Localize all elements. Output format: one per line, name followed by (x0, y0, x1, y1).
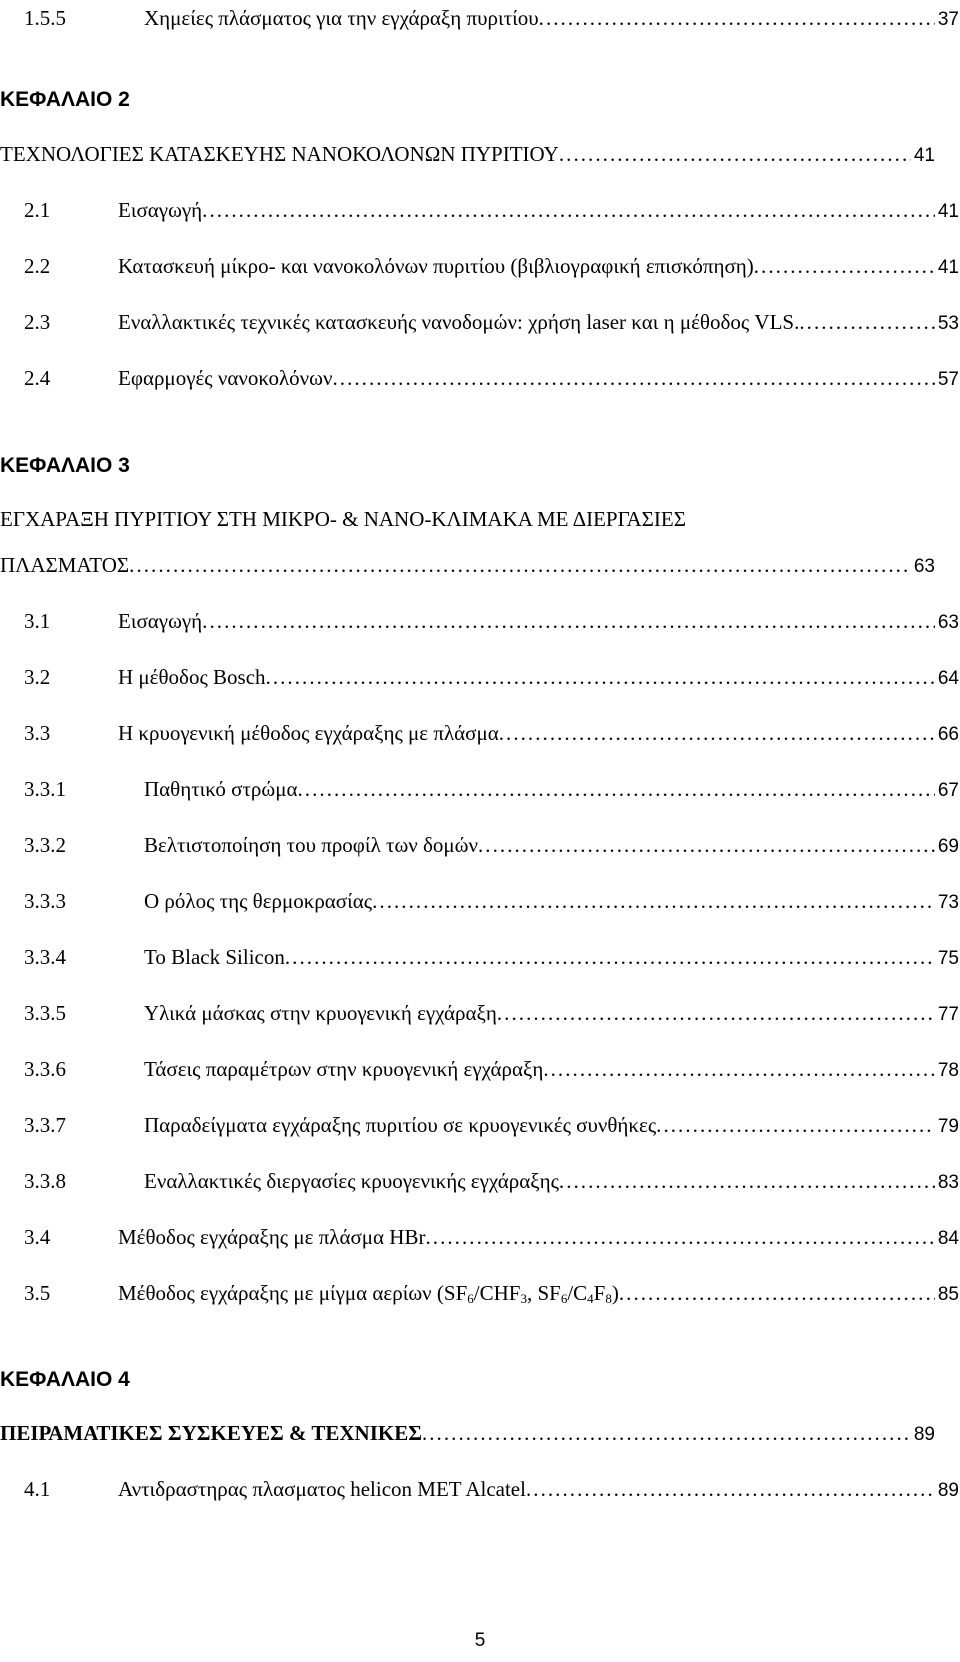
dot-leader (559, 1166, 935, 1196)
entry-page: 75 (937, 948, 959, 969)
entry-number: 4.1 (24, 1477, 51, 1501)
dot-leader (298, 774, 935, 804)
dot-leader (332, 363, 934, 393)
toc-entry-1-5-5[interactable] (24, 3, 959, 33)
toc-entry-3-5[interactable] (24, 1278, 959, 1308)
toc-entry-2-3[interactable] (24, 307, 959, 337)
entry-title: Εισαγωγή (118, 609, 203, 633)
entry-title: Η κρυογενική μέθοδος εγχάραξης με πλάσμα (118, 721, 499, 745)
toc-entry-3-3[interactable] (24, 718, 959, 748)
chapter-3-label: ΚΕΦΑΛΑΙΟ 3 (0, 454, 130, 477)
entry-title: Βελτιστοποίηση του προφίλ των δομών (144, 833, 478, 857)
dot-leader (656, 1110, 935, 1140)
toc-entry-3-3-2[interactable] (24, 830, 959, 860)
entry-page: 63 (937, 612, 959, 633)
entry-page: 79 (937, 1116, 959, 1137)
entry-title: Χημείες πλάσματος για την εγχάραξη πυριτίου (144, 6, 539, 30)
dot-leader (799, 307, 935, 337)
dot-leader (266, 662, 935, 692)
title-part: , SF (526, 1281, 561, 1305)
subscript: 3 (520, 1291, 527, 1306)
entry-title: Εισαγωγή (118, 198, 203, 222)
title-part: ) (611, 1281, 619, 1305)
entry-page: 77 (937, 1004, 959, 1025)
entry-title (118, 1278, 619, 1308)
dot-leader (497, 998, 935, 1028)
entry-title: Μέθοδος εγχάραξης με πλάσμα HBr (118, 1225, 426, 1249)
chapter-title: ΠΕΙΡΑΜΑΤΙΚΕΣ ΣΥΣΚΕΥΕΣ & ΤΕΧΝΙΚΕΣ (0, 1421, 422, 1445)
entry-page: 53 (937, 313, 959, 334)
toc-entry-3-3-8[interactable] (24, 1166, 959, 1196)
entry-number: 2.2 (24, 254, 51, 278)
entry-number: 2.1 (24, 198, 51, 222)
dot-leader (285, 942, 935, 972)
entry-number: 3.3.2 (24, 833, 66, 857)
dot-leader (425, 1222, 934, 1252)
entry-title: Εφαρμογές νανοκολόνων (118, 366, 333, 390)
toc-chapter-3-title[interactable] (0, 550, 935, 580)
entry-number: 3.3.1 (24, 777, 66, 801)
dot-leader (539, 3, 935, 33)
dot-leader (129, 550, 911, 580)
dot-leader (499, 718, 935, 748)
dot-leader (559, 139, 911, 169)
toc-entry-2-1[interactable] (24, 195, 959, 225)
toc-entry-2-2[interactable] (24, 251, 959, 281)
entry-title: Παραδείγματα εγχάραξης πυριτίου σε κρυογενικές συνθήκες (144, 1113, 657, 1137)
entry-number: 3.3.3 (24, 889, 66, 913)
chapter-3-title-line1: ΕΓΧΑΡΑΞΗ ΠΥΡΙΤΙΟΥ ΣΤΗ ΜΙΚΡΟ- & ΝΑΝΟ-ΚΛΙΜΑΚΑ ΜΕ ΔΙΕΡΓΑΣΙΕΣ (0, 507, 686, 531)
entry-page: 37 (937, 9, 959, 30)
entry-title: Ο ρόλος της θερμοκρασίας (144, 889, 373, 913)
entry-number: 1.5.5 (24, 6, 66, 30)
subscript: 6 (467, 1291, 474, 1306)
entry-number: 2.4 (24, 366, 51, 390)
dot-leader (478, 830, 935, 860)
dot-leader (754, 251, 935, 281)
entry-page: 69 (937, 836, 959, 857)
toc-entry-3-3-4[interactable] (24, 942, 959, 972)
entry-number: 3.3.6 (24, 1057, 66, 1081)
chapter-2-label: ΚΕΦΑΛΑΙΟ 2 (0, 88, 130, 111)
chapter-4-label: ΚΕΦΑΛΑΙΟ 4 (0, 1368, 130, 1391)
entry-number: 3.4 (24, 1225, 51, 1249)
entry-page: 84 (937, 1228, 959, 1249)
entry-page: 41 (937, 257, 959, 278)
entry-page: 83 (937, 1172, 959, 1193)
entry-number: 3.3.7 (24, 1113, 66, 1137)
title-part: Μέθοδος εγχάραξης με μίγμα αερίων (SF (118, 1281, 468, 1305)
entry-page: 89 (913, 1424, 935, 1445)
entry-title: Η μέθοδος Bosch (118, 665, 266, 689)
dot-leader (372, 886, 935, 916)
toc-entry-4-1[interactable] (24, 1474, 959, 1504)
entry-number: 3.3.4 (24, 945, 66, 969)
toc-entry-3-3-1[interactable] (24, 774, 959, 804)
entry-title: Κατασκευή μίκρο- και νανοκολόνων πυριτίου (βιβλιογραφική επισκόπηση) (118, 254, 754, 278)
entry-number: 3.2 (24, 665, 51, 689)
entry-number: 3.3.8 (24, 1169, 66, 1193)
toc-chapter-2-title[interactable] (0, 139, 935, 169)
dot-leader (422, 1418, 911, 1448)
entry-page: 67 (937, 780, 959, 801)
entry-page: 63 (913, 556, 935, 577)
entry-number: 2.3 (24, 310, 51, 334)
entry-page: 85 (937, 1284, 959, 1305)
entry-page: 64 (937, 668, 959, 689)
entry-number: 3.1 (24, 609, 51, 633)
page-number: 5 (474, 1630, 486, 1651)
entry-number: 3.3 (24, 721, 51, 745)
subscript: 8 (605, 1291, 612, 1306)
toc-entry-3-3-6[interactable] (24, 1054, 959, 1084)
title-part: F (593, 1281, 606, 1305)
title-part: /C (567, 1281, 588, 1305)
dot-leader (202, 195, 935, 225)
subscript: 6 (560, 1291, 568, 1306)
entry-page: 89 (937, 1480, 959, 1501)
toc-entry-3-1[interactable] (24, 606, 959, 636)
dot-leader (526, 1474, 935, 1504)
entry-page: 73 (937, 892, 959, 913)
dot-leader (202, 606, 935, 636)
entry-title: Το Black Silicon (144, 945, 285, 969)
entry-title: Παθητικό στρώμα (144, 777, 298, 801)
toc-entry-3-4[interactable] (24, 1222, 959, 1252)
subscript: 4 (587, 1291, 594, 1306)
entry-title: Αντιδραστηρας πλασματος helicon MET Alcatel (118, 1477, 526, 1501)
toc-entry-3-3-7[interactable] (24, 1110, 959, 1140)
chapter-title: ΤΕΧΝΟΛΟΓΙΕΣ ΚΑΤΑΣΚΕΥΗΣ ΝΑΝΟΚΟΛΟΝΩΝ ΠΥΡΙΤΙΟΥ (0, 142, 559, 166)
toc-entry-3-3-5[interactable] (24, 998, 959, 1028)
entry-title: Εναλλακτικές τεχνικές κατασκευής νανοδομών: χρήση laser και η μέθοδος VLS. (118, 310, 800, 334)
toc-entry-3-3-3[interactable] (24, 886, 959, 916)
chapter-title: ΠΛΑΣΜΑΤΟΣ (0, 553, 130, 577)
entry-title: Υλικά μάσκας στην κρυογενική εγχάραξη (144, 1001, 497, 1025)
entry-page: 57 (937, 369, 959, 390)
entry-number: 3.5 (24, 1281, 51, 1305)
entry-title: Εναλλακτικές διεργασίες κρυογενικής εγχάραξης (144, 1169, 559, 1193)
dot-leader (619, 1278, 935, 1308)
entry-page: 41 (913, 145, 935, 166)
entry-page: 66 (937, 724, 959, 745)
entry-page: 78 (937, 1060, 959, 1081)
title-part: /CHF (473, 1281, 521, 1305)
entry-number: 3.3.5 (24, 1001, 66, 1025)
toc-entry-3-2[interactable] (24, 662, 959, 692)
toc-chapter-4-title[interactable] (0, 1418, 935, 1448)
toc-entry-2-4[interactable] (24, 363, 959, 393)
dot-leader (543, 1054, 935, 1084)
entry-title: Τάσεις παραμέτρων στην κρυογενική εγχάραξη (144, 1057, 544, 1081)
entry-page: 41 (937, 201, 959, 222)
